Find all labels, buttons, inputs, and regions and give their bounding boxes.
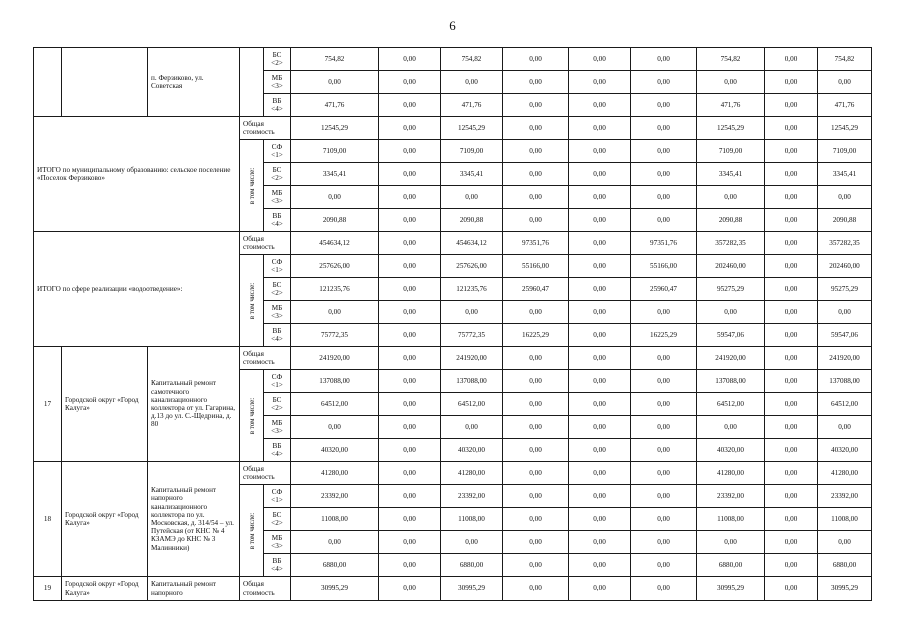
value-cell: 0,00 bbox=[569, 255, 631, 278]
value-cell: 0,00 bbox=[697, 186, 765, 209]
total-label: Общая стоимость bbox=[240, 117, 291, 140]
value-cell: 0,00 bbox=[503, 117, 569, 140]
value-cell: 0,00 bbox=[818, 186, 872, 209]
value-cell: 471,76 bbox=[441, 94, 503, 117]
value-cell: 0,00 bbox=[765, 531, 818, 554]
value-cell: 23392,00 bbox=[291, 485, 379, 508]
value-cell: 0,00 bbox=[569, 347, 631, 370]
value-cell: 55166,00 bbox=[631, 255, 697, 278]
value-cell: 97351,76 bbox=[503, 232, 569, 255]
value-cell: 0,00 bbox=[379, 462, 441, 485]
value-cell: 0,00 bbox=[631, 140, 697, 163]
value-cell: 0,00 bbox=[379, 577, 441, 601]
source-label: СФ <1> bbox=[264, 370, 291, 393]
source-label: ВБ <4> bbox=[264, 439, 291, 462]
value-cell: 2090,88 bbox=[441, 209, 503, 232]
value-cell: 0,00 bbox=[765, 416, 818, 439]
value-cell: 95275,29 bbox=[697, 278, 765, 301]
value-cell: 241920,00 bbox=[441, 347, 503, 370]
value-cell: 0,00 bbox=[765, 71, 818, 94]
value-cell: 0,00 bbox=[569, 439, 631, 462]
value-cell: 0,00 bbox=[379, 117, 441, 140]
value-cell: 11008,00 bbox=[441, 508, 503, 531]
value-cell: 241920,00 bbox=[697, 347, 765, 370]
value-cell: 0,00 bbox=[503, 508, 569, 531]
value-cell: 0,00 bbox=[631, 117, 697, 140]
value-cell: 75772,35 bbox=[291, 324, 379, 347]
table-row bbox=[34, 232, 872, 255]
value-cell: 0,00 bbox=[765, 301, 818, 324]
value-cell: 64512,00 bbox=[697, 393, 765, 416]
row-number: 18 bbox=[34, 462, 62, 577]
value-cell: 0,00 bbox=[503, 48, 569, 71]
value-cell: 30995,29 bbox=[291, 577, 379, 601]
value-cell: 202460,00 bbox=[697, 255, 765, 278]
value-cell: 0,00 bbox=[569, 278, 631, 301]
value-cell: 0,00 bbox=[503, 462, 569, 485]
value-cell: 55166,00 bbox=[503, 255, 569, 278]
value-cell: 137088,00 bbox=[818, 370, 872, 393]
source-label: БС <2> bbox=[264, 48, 291, 71]
value-cell: 0,00 bbox=[291, 186, 379, 209]
source-label: ВБ <4> bbox=[264, 209, 291, 232]
value-cell: 0,00 bbox=[631, 209, 697, 232]
org-cell: Городской округ «Город Калуга» bbox=[62, 462, 148, 577]
value-cell: 0,00 bbox=[765, 117, 818, 140]
source-label: БС <2> bbox=[264, 163, 291, 186]
value-cell: 0,00 bbox=[765, 393, 818, 416]
value-cell: 41280,00 bbox=[818, 462, 872, 485]
value-cell: 754,82 bbox=[818, 48, 872, 71]
value-cell: 0,00 bbox=[569, 94, 631, 117]
value-cell: 0,00 bbox=[503, 301, 569, 324]
value-cell: 0,00 bbox=[503, 163, 569, 186]
value-cell: 75772,35 bbox=[441, 324, 503, 347]
value-cell: 0,00 bbox=[441, 186, 503, 209]
value-cell: 0,00 bbox=[379, 209, 441, 232]
value-cell: 0,00 bbox=[631, 347, 697, 370]
value-cell: 0,00 bbox=[379, 71, 441, 94]
value-cell: 0,00 bbox=[503, 370, 569, 393]
value-cell: 23392,00 bbox=[818, 485, 872, 508]
value-cell: 0,00 bbox=[765, 462, 818, 485]
value-cell: 0,00 bbox=[569, 232, 631, 255]
value-cell: 0,00 bbox=[569, 71, 631, 94]
value-cell: 0,00 bbox=[765, 255, 818, 278]
value-cell: 0,00 bbox=[569, 462, 631, 485]
value-cell: 0,00 bbox=[569, 531, 631, 554]
value-cell: 6880,00 bbox=[697, 554, 765, 577]
value-cell: 357282,35 bbox=[697, 232, 765, 255]
value-cell: 95275,29 bbox=[818, 278, 872, 301]
table-row bbox=[34, 48, 872, 71]
source-label: МБ <3> bbox=[264, 186, 291, 209]
value-cell: 257626,00 bbox=[441, 255, 503, 278]
value-cell: 0,00 bbox=[569, 48, 631, 71]
value-cell: 0,00 bbox=[765, 140, 818, 163]
value-cell: 0,00 bbox=[379, 554, 441, 577]
value-cell: 16225,29 bbox=[503, 324, 569, 347]
value-cell: 40320,00 bbox=[818, 439, 872, 462]
value-cell: 0,00 bbox=[765, 347, 818, 370]
value-cell: 0,00 bbox=[818, 71, 872, 94]
value-cell: 11008,00 bbox=[818, 508, 872, 531]
value-cell: 0,00 bbox=[631, 416, 697, 439]
value-cell: 64512,00 bbox=[291, 393, 379, 416]
value-cell: 0,00 bbox=[503, 94, 569, 117]
value-cell: 41280,00 bbox=[441, 462, 503, 485]
value-cell: 0,00 bbox=[503, 416, 569, 439]
value-cell: 64512,00 bbox=[818, 393, 872, 416]
value-cell: 0,00 bbox=[818, 301, 872, 324]
value-cell: 0,00 bbox=[441, 531, 503, 554]
value-cell: 0,00 bbox=[379, 485, 441, 508]
value-cell: 754,82 bbox=[291, 48, 379, 71]
value-cell: 7109,00 bbox=[291, 140, 379, 163]
value-cell: 0,00 bbox=[379, 48, 441, 71]
value-cell: 30995,29 bbox=[697, 577, 765, 601]
value-cell: 0,00 bbox=[765, 94, 818, 117]
value-cell: 0,00 bbox=[503, 554, 569, 577]
value-cell: 121235,76 bbox=[291, 278, 379, 301]
value-cell: 25960,47 bbox=[631, 278, 697, 301]
value-cell: 0,00 bbox=[379, 278, 441, 301]
value-cell: 0,00 bbox=[379, 140, 441, 163]
value-cell: 0,00 bbox=[631, 462, 697, 485]
value-cell: 30995,29 bbox=[818, 577, 872, 601]
source-label: МБ <3> bbox=[264, 71, 291, 94]
total-label: Общая стоимость bbox=[240, 232, 291, 255]
value-cell: 59547,06 bbox=[818, 324, 872, 347]
value-cell: 25960,47 bbox=[503, 278, 569, 301]
value-cell: 11008,00 bbox=[697, 508, 765, 531]
total-label: Общая стоимость bbox=[240, 462, 291, 485]
table-row bbox=[34, 347, 872, 370]
value-cell: 3345,41 bbox=[291, 163, 379, 186]
value-cell: 241920,00 bbox=[818, 347, 872, 370]
value-cell: 0,00 bbox=[765, 554, 818, 577]
value-cell: 12545,29 bbox=[441, 117, 503, 140]
value-cell: 0,00 bbox=[379, 347, 441, 370]
value-cell: 59547,06 bbox=[697, 324, 765, 347]
value-cell: 0,00 bbox=[631, 485, 697, 508]
value-cell: 40320,00 bbox=[441, 439, 503, 462]
object-cell: п. Ферзиково, ул. Советская bbox=[148, 48, 240, 117]
value-cell: 23392,00 bbox=[441, 485, 503, 508]
value-cell: 257626,00 bbox=[291, 255, 379, 278]
value-cell: 6880,00 bbox=[291, 554, 379, 577]
page-number: 6 bbox=[449, 18, 456, 33]
value-cell: 0,00 bbox=[818, 531, 872, 554]
in-that-cell bbox=[240, 370, 264, 462]
source-label: МБ <3> bbox=[264, 531, 291, 554]
value-cell: 0,00 bbox=[697, 416, 765, 439]
value-cell: 0,00 bbox=[503, 140, 569, 163]
value-cell: 0,00 bbox=[503, 71, 569, 94]
table-row bbox=[34, 577, 872, 601]
value-cell: 6880,00 bbox=[818, 554, 872, 577]
value-cell: 0,00 bbox=[697, 301, 765, 324]
value-cell: 137088,00 bbox=[291, 370, 379, 393]
total-label: Общая стоимость bbox=[240, 347, 291, 370]
value-cell: 0,00 bbox=[379, 186, 441, 209]
value-cell: 137088,00 bbox=[441, 370, 503, 393]
value-cell: 0,00 bbox=[291, 71, 379, 94]
value-cell: 0,00 bbox=[569, 508, 631, 531]
in-that-label: в том числе: bbox=[247, 397, 256, 434]
value-cell: 0,00 bbox=[379, 370, 441, 393]
value-cell: 471,76 bbox=[697, 94, 765, 117]
financing-table bbox=[33, 47, 872, 601]
value-cell: 471,76 bbox=[291, 94, 379, 117]
value-cell: 41280,00 bbox=[291, 462, 379, 485]
value-cell: 16225,29 bbox=[631, 324, 697, 347]
value-cell: 454634,12 bbox=[441, 232, 503, 255]
value-cell: 0,00 bbox=[379, 439, 441, 462]
value-cell: 0,00 bbox=[291, 416, 379, 439]
itogo-label: ИТОГО по муниципальному образованию: сельское поселение «Поселок Ферзиково» bbox=[34, 117, 240, 232]
source-label: МБ <3> bbox=[264, 301, 291, 324]
source-label: БС <2> bbox=[264, 508, 291, 531]
source-label: БС <2> bbox=[264, 278, 291, 301]
value-cell: 2090,88 bbox=[697, 209, 765, 232]
value-cell: 0,00 bbox=[631, 439, 697, 462]
value-cell: 0,00 bbox=[569, 209, 631, 232]
value-cell: 241920,00 bbox=[291, 347, 379, 370]
value-cell: 41280,00 bbox=[697, 462, 765, 485]
value-cell: 0,00 bbox=[569, 554, 631, 577]
value-cell: 0,00 bbox=[569, 186, 631, 209]
source-label: СФ <1> bbox=[264, 485, 291, 508]
value-cell: 11008,00 bbox=[291, 508, 379, 531]
source-label: ВБ <4> bbox=[264, 94, 291, 117]
value-cell: 23392,00 bbox=[697, 485, 765, 508]
object-cell: Капитальный ремонт напорного bbox=[148, 577, 240, 601]
value-cell: 0,00 bbox=[379, 531, 441, 554]
value-cell: 0,00 bbox=[569, 117, 631, 140]
value-cell: 0,00 bbox=[697, 531, 765, 554]
value-cell: 0,00 bbox=[379, 393, 441, 416]
value-cell: 12545,29 bbox=[697, 117, 765, 140]
value-cell: 3345,41 bbox=[697, 163, 765, 186]
value-cell: 12545,29 bbox=[291, 117, 379, 140]
value-cell: 0,00 bbox=[569, 485, 631, 508]
value-cell: 2090,88 bbox=[818, 209, 872, 232]
source-label: ВБ <4> bbox=[264, 554, 291, 577]
value-cell: 0,00 bbox=[441, 71, 503, 94]
value-cell: 0,00 bbox=[503, 347, 569, 370]
itogo-label: ИТОГО по сфере реализации «водоотведение»: bbox=[34, 232, 240, 347]
value-cell: 0,00 bbox=[765, 48, 818, 71]
value-cell: 0,00 bbox=[765, 232, 818, 255]
value-cell: 357282,35 bbox=[818, 232, 872, 255]
value-cell: 7109,00 bbox=[441, 140, 503, 163]
value-cell: 0,00 bbox=[569, 370, 631, 393]
value-cell: 0,00 bbox=[291, 301, 379, 324]
value-cell: 0,00 bbox=[818, 416, 872, 439]
value-cell: 0,00 bbox=[503, 577, 569, 601]
value-cell: 454634,12 bbox=[291, 232, 379, 255]
source-label: СФ <1> bbox=[264, 140, 291, 163]
value-cell: 40320,00 bbox=[291, 439, 379, 462]
value-cell: 0,00 bbox=[569, 324, 631, 347]
value-cell: 0,00 bbox=[569, 577, 631, 601]
value-cell: 202460,00 bbox=[818, 255, 872, 278]
value-cell: 12545,29 bbox=[818, 117, 872, 140]
value-cell: 0,00 bbox=[291, 531, 379, 554]
value-cell: 7109,00 bbox=[818, 140, 872, 163]
value-cell: 3345,41 bbox=[818, 163, 872, 186]
value-cell: 97351,76 bbox=[631, 232, 697, 255]
value-cell: 0,00 bbox=[569, 140, 631, 163]
value-cell: 0,00 bbox=[765, 278, 818, 301]
value-cell: 64512,00 bbox=[441, 393, 503, 416]
value-cell: 754,82 bbox=[697, 48, 765, 71]
value-cell: 0,00 bbox=[631, 71, 697, 94]
value-cell: 0,00 bbox=[379, 94, 441, 117]
index-cell bbox=[34, 48, 62, 117]
org-cell: Городской округ «Город Калуга» bbox=[62, 347, 148, 462]
value-cell: 0,00 bbox=[631, 163, 697, 186]
value-cell: 0,00 bbox=[765, 163, 818, 186]
in-that-cell bbox=[240, 140, 264, 232]
value-cell: 6880,00 bbox=[441, 554, 503, 577]
value-cell: 0,00 bbox=[631, 370, 697, 393]
value-cell: 0,00 bbox=[503, 393, 569, 416]
value-cell: 0,00 bbox=[569, 301, 631, 324]
value-cell: 0,00 bbox=[379, 508, 441, 531]
row-number: 19 bbox=[34, 577, 62, 601]
value-cell: 0,00 bbox=[379, 301, 441, 324]
value-cell: 0,00 bbox=[379, 324, 441, 347]
value-cell: 0,00 bbox=[697, 71, 765, 94]
value-cell: 0,00 bbox=[441, 301, 503, 324]
value-cell: 0,00 bbox=[503, 186, 569, 209]
value-cell: 0,00 bbox=[765, 209, 818, 232]
value-cell: 137088,00 bbox=[697, 370, 765, 393]
in-that-cell bbox=[240, 485, 264, 577]
source-label: СФ <1> bbox=[264, 255, 291, 278]
value-cell: 0,00 bbox=[631, 186, 697, 209]
value-cell: 0,00 bbox=[631, 554, 697, 577]
org-cell: Городской округ «Город Калуга» bbox=[62, 577, 148, 601]
in-that-label: в том числе: bbox=[247, 512, 256, 549]
source-label: ВБ <4> bbox=[264, 324, 291, 347]
value-cell: 0,00 bbox=[765, 324, 818, 347]
value-cell: 0,00 bbox=[503, 531, 569, 554]
value-cell: 0,00 bbox=[503, 209, 569, 232]
value-cell: 0,00 bbox=[379, 416, 441, 439]
total-label: Общая стоимость bbox=[240, 577, 291, 601]
row-number: 17 bbox=[34, 347, 62, 462]
value-cell: 0,00 bbox=[569, 393, 631, 416]
value-cell: 0,00 bbox=[441, 416, 503, 439]
value-cell: 30995,29 bbox=[441, 577, 503, 601]
value-cell: 0,00 bbox=[631, 577, 697, 601]
in-that-label: в том числе: bbox=[247, 282, 256, 319]
in-that-label: в том числе: bbox=[247, 167, 256, 204]
value-cell: 0,00 bbox=[765, 485, 818, 508]
value-cell: 0,00 bbox=[631, 48, 697, 71]
value-cell: 0,00 bbox=[379, 232, 441, 255]
value-cell: 0,00 bbox=[569, 163, 631, 186]
object-cell: Капитальный ремонт напорного канализационного коллектора по ул. Московская, д. 314/54 – ул. Путейская (от КНС № 4 КЗАМЭ до КНС № 3 Малинники) bbox=[148, 462, 240, 577]
table-row bbox=[34, 462, 872, 485]
value-cell: 754,82 bbox=[441, 48, 503, 71]
value-cell: 0,00 bbox=[765, 577, 818, 601]
value-cell: 0,00 bbox=[765, 508, 818, 531]
value-cell: 0,00 bbox=[765, 186, 818, 209]
value-cell: 0,00 bbox=[379, 163, 441, 186]
value-cell: 0,00 bbox=[631, 301, 697, 324]
source-label: МБ <3> bbox=[264, 416, 291, 439]
in-that-cell bbox=[240, 48, 264, 117]
value-cell: 0,00 bbox=[631, 531, 697, 554]
value-cell: 0,00 bbox=[379, 255, 441, 278]
value-cell: 0,00 bbox=[631, 94, 697, 117]
value-cell: 7109,00 bbox=[697, 140, 765, 163]
value-cell: 0,00 bbox=[765, 439, 818, 462]
value-cell: 471,76 bbox=[818, 94, 872, 117]
value-cell: 0,00 bbox=[503, 439, 569, 462]
in-that-cell bbox=[240, 255, 264, 347]
value-cell: 0,00 bbox=[631, 508, 697, 531]
value-cell: 0,00 bbox=[765, 370, 818, 393]
org-cell bbox=[62, 48, 148, 117]
value-cell: 121235,76 bbox=[441, 278, 503, 301]
value-cell: 0,00 bbox=[503, 485, 569, 508]
object-cell: Капитальный ремонт самотечного канализационного коллектора от ул. Гагарина, д.13 до ул. С.-Щедрина, д. 80 bbox=[148, 347, 240, 462]
table-row bbox=[34, 117, 872, 140]
value-cell: 2090,88 bbox=[291, 209, 379, 232]
value-cell: 40320,00 bbox=[697, 439, 765, 462]
value-cell: 3345,41 bbox=[441, 163, 503, 186]
value-cell: 0,00 bbox=[631, 393, 697, 416]
value-cell: 0,00 bbox=[569, 416, 631, 439]
source-label: БС <2> bbox=[264, 393, 291, 416]
